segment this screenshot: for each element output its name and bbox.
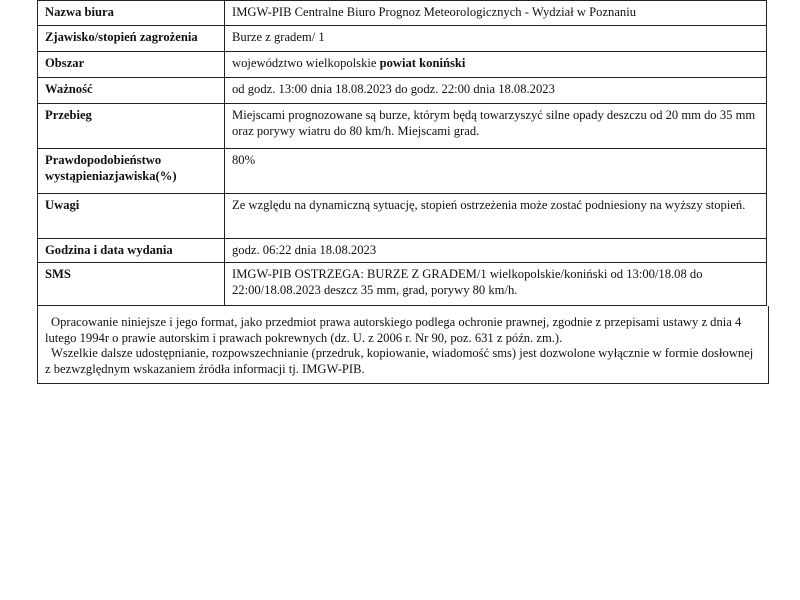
row-value: Miejscami prognozowane są burze, którym będą towarzyszyć silne opady deszczu od 20 mm do 35 mm oraz porywy wiatru do 80 km/h. Miejscami grad. (225, 104, 767, 149)
table-row (38, 52, 767, 78)
row-label: Obszar (38, 52, 225, 78)
row-value: Burze z gradem/ 1 (225, 26, 767, 52)
row-value: godz. 06:22 dnia 18.08.2023 (225, 239, 767, 263)
row-label: Godzina i data wydania (38, 239, 225, 263)
table-row (38, 149, 767, 194)
table-row (38, 1, 767, 26)
row-value: IMGW-PIB OSTRZEGA: BURZE Z GRADEM/1 wielkopolskie/koniński od 13:00/18.08 do 22:00/18.08.2023 deszcz 35 mm, grad, porywy 80 km/h. (225, 263, 767, 306)
copyright-notice (37, 306, 769, 384)
distribution-paragraph: Wszelkie dalsze udostępnianie, rozpowszechnianie (przedruk, kopiowanie, wiadomość sms) jest dozwolone wyłącznie w formie dosłownej z bezwzględnym wskazaniem źródła informacji tj. IMGW-PIB. (45, 346, 754, 376)
row-value: IMGW-PIB Centralne Biuro Prognoz Meteorologicznych - Wydział w Poznaniu (225, 1, 767, 26)
table-row (38, 78, 767, 104)
area-county: powiat koniński (379, 56, 466, 70)
warning-document (37, 0, 767, 384)
table-row (38, 239, 767, 263)
table-row (38, 194, 767, 239)
row-value (225, 52, 767, 78)
row-label: Ważność (38, 78, 225, 104)
warning-table (37, 0, 767, 306)
table-row (38, 104, 767, 149)
row-value: od godz. 13:00 dnia 18.08.2023 do godz. 22:00 dnia 18.08.2023 (225, 78, 767, 104)
row-label: SMS (38, 263, 225, 306)
table-row (38, 263, 767, 306)
copyright-paragraph: Opracowanie niniejsze i jego format, jako przedmiot prawa autorskiego podlega ochronie prawnej, zgodnie z przepisami ustawy z dnia 4 lutego 1994r o prawie autorskim i prawach pokrewnych (dz. U. z 2006 r. Nr 90, poz. 631 z późn. zm.). (45, 315, 742, 345)
row-label: Nazwa biura (38, 1, 225, 26)
table-row (38, 26, 767, 52)
area-voivodeship: województwo wielkopolskie (232, 56, 377, 70)
row-value: Ze względu na dynamiczną sytuację, stopień ostrzeżenia może zostać podniesiony na wyższy stopień. (225, 194, 767, 239)
row-label: Zjawisko/stopień zagrożenia (38, 26, 225, 52)
row-value: 80% (225, 149, 767, 194)
row-label: Uwagi (38, 194, 225, 239)
row-label: Przebieg (38, 104, 225, 149)
row-label: Prawdopodobieństwo wystąpieniazjawiska(%) (38, 149, 225, 194)
